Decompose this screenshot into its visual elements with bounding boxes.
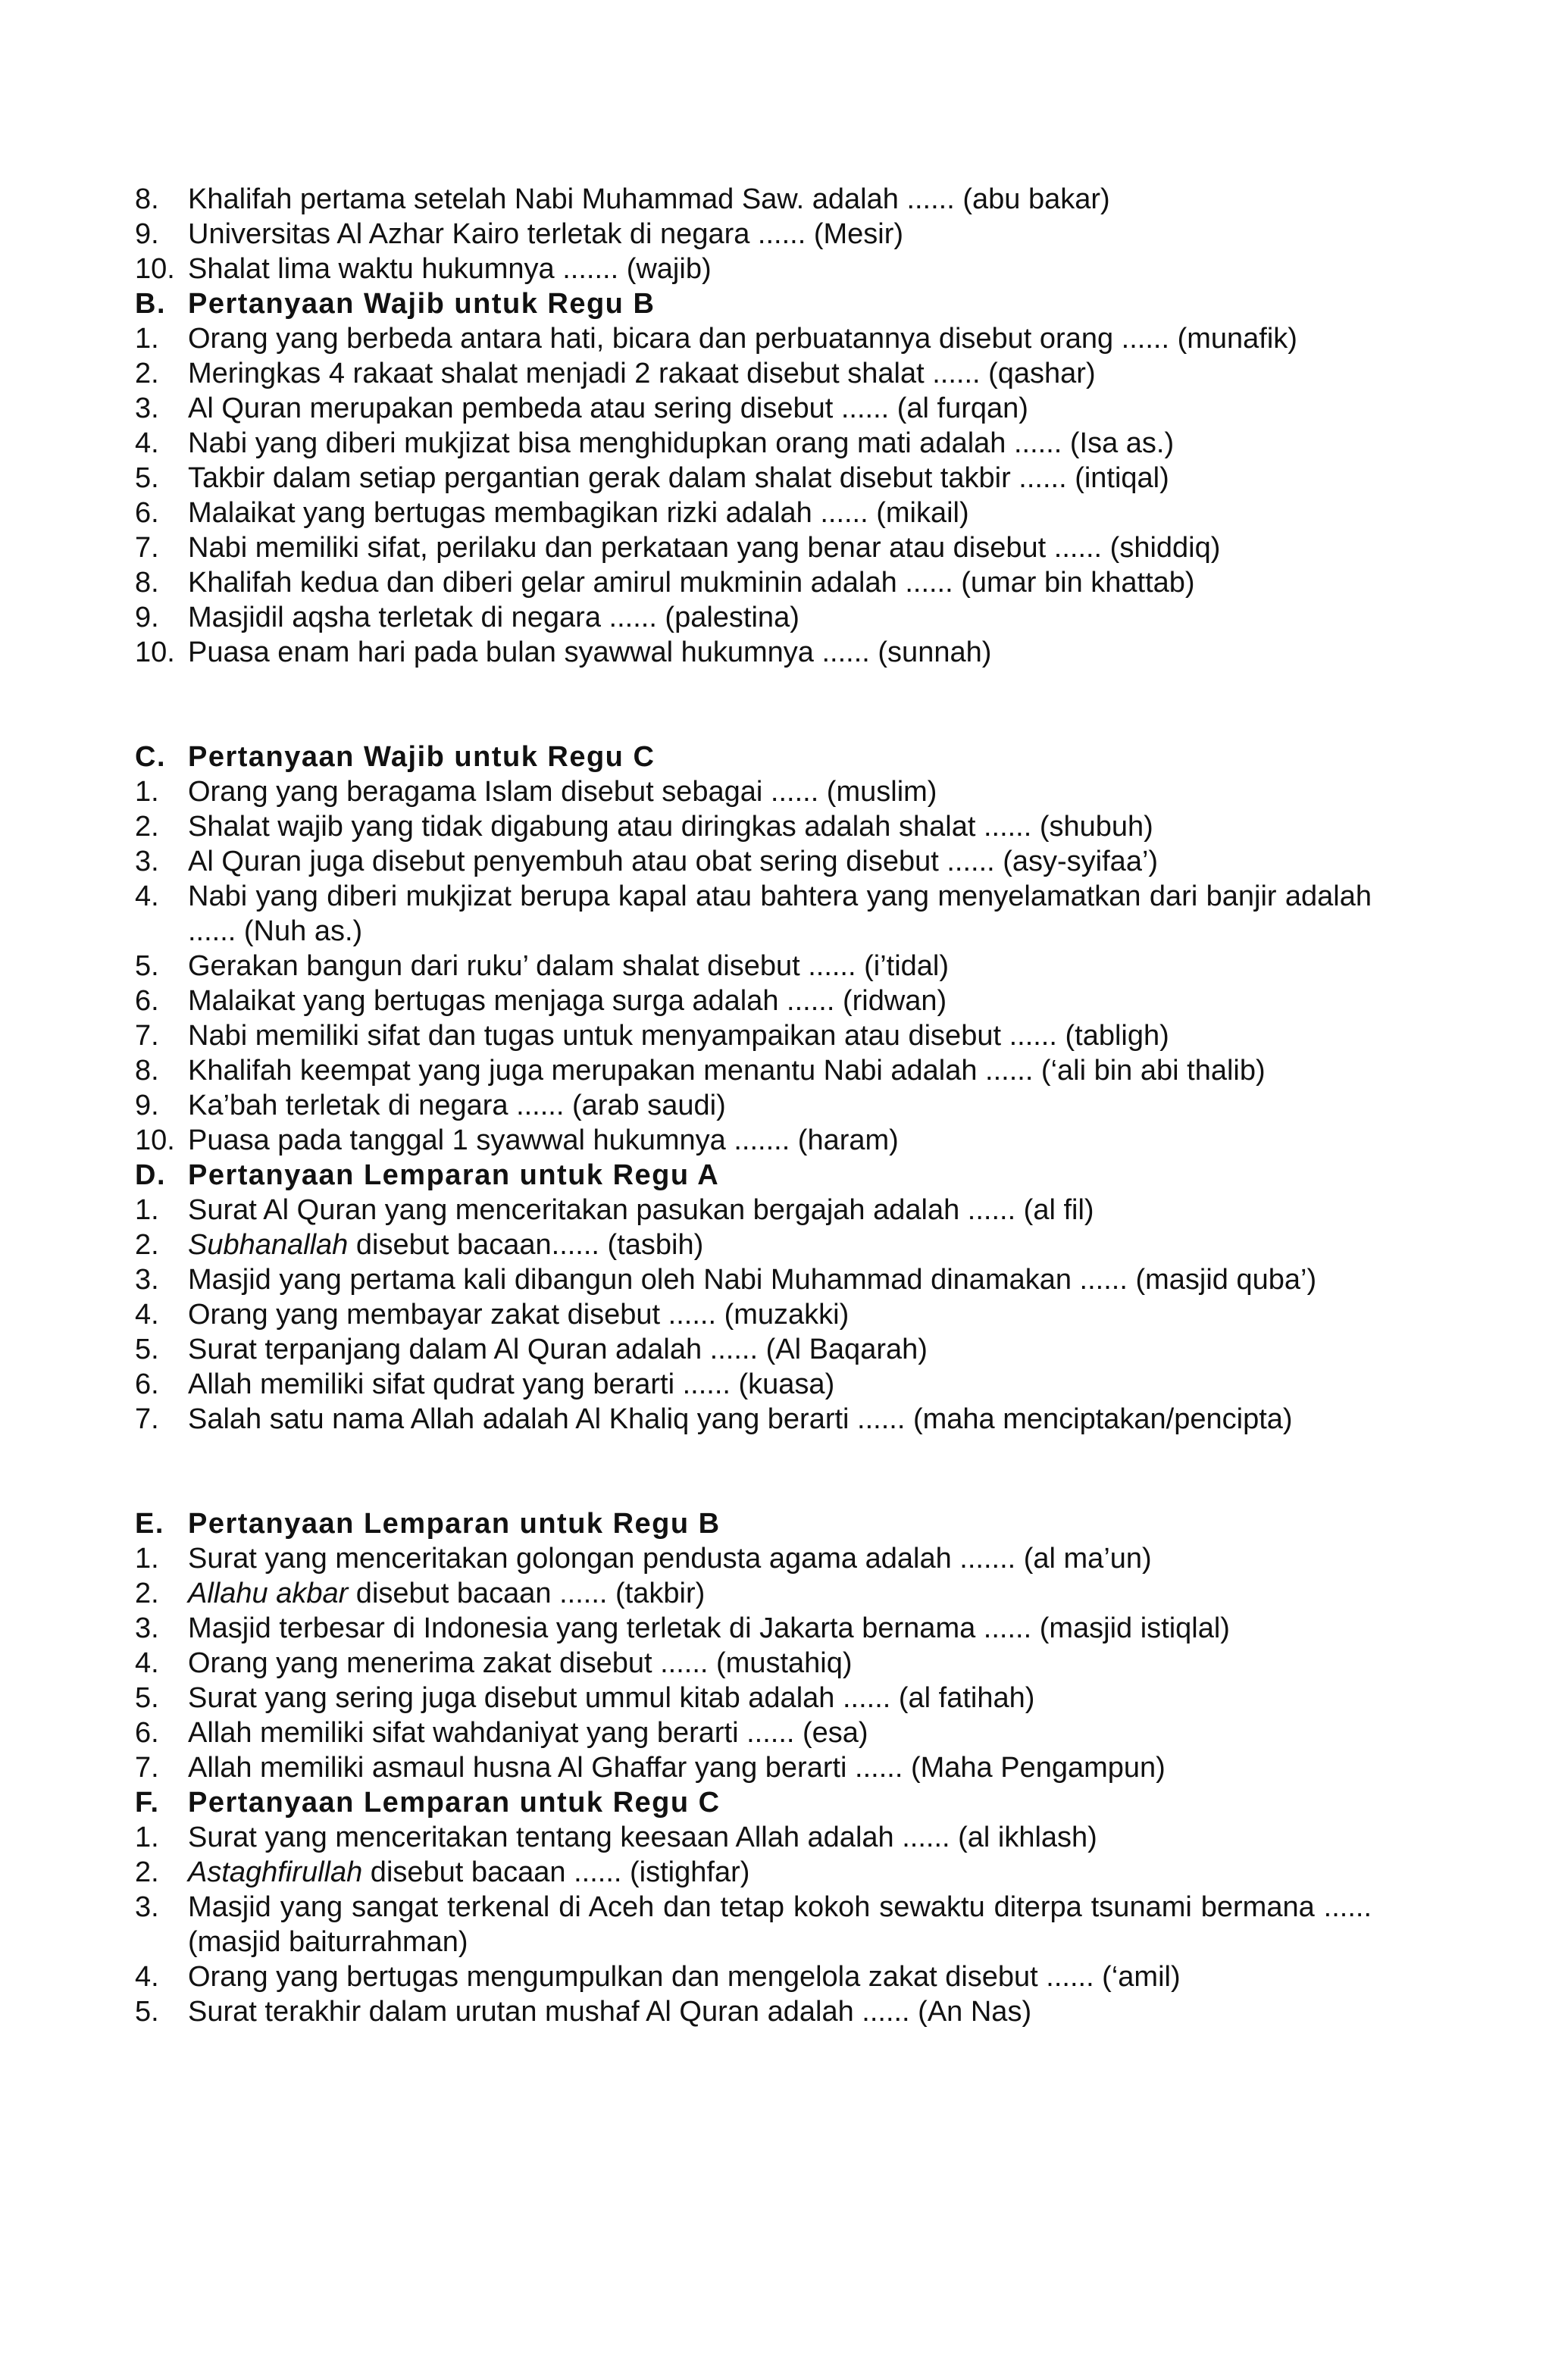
item-text: Khalifah pertama setelah Nabi Muhammad Saw. adalah ...... (abu bakar) <box>188 183 1110 215</box>
list-item <box>135 1402 1372 1437</box>
list-item <box>135 809 1372 844</box>
item-italic-term: Astaghfirullah <box>188 1856 363 1888</box>
list-item <box>135 1088 1372 1123</box>
item-text: Surat terpanjang dalam Al Quran adalah ...... (Al Baqarah) <box>188 1334 928 1365</box>
item-text: Al Quran merupakan pembeda atau sering disebut ...... (al furqan) <box>188 392 1028 424</box>
item-number: 1. <box>135 1543 159 1575</box>
section-heading <box>135 1506 1372 1541</box>
item-number: 7. <box>135 1752 159 1784</box>
list-item <box>135 1959 1372 1994</box>
section-label: D. <box>135 1159 166 1191</box>
section-e <box>135 1506 1372 1785</box>
list-item <box>135 1715 1372 1750</box>
list-item <box>135 1297 1372 1332</box>
item-italic-term: Subhanallah <box>188 1229 349 1261</box>
list-item <box>135 984 1372 1018</box>
item-number: 2. <box>135 1578 159 1609</box>
item-number: 4. <box>135 427 159 459</box>
list-item <box>135 1890 1372 1959</box>
item-text: Masjidil aqsha terletak di negara ...... (palestina) <box>188 602 799 633</box>
item-number: 5. <box>135 1682 159 1714</box>
list-item <box>135 1994 1372 2029</box>
item-number: 10. <box>135 253 175 285</box>
item-text: Universitas Al Azhar Kairo terletak di negara ...... (Mesir) <box>188 218 904 250</box>
item-number: 10. <box>135 1124 175 1156</box>
item-number: 3. <box>135 1891 159 1923</box>
item-number: 4. <box>135 1299 159 1331</box>
list-item <box>135 1193 1372 1228</box>
item-text: Malaikat yang bertugas membagikan rizki adalah ...... (mikail) <box>188 497 969 529</box>
section-label: B. <box>135 288 166 320</box>
list-item <box>135 391 1372 426</box>
list-item <box>135 565 1372 600</box>
list-item <box>135 1750 1372 1785</box>
item-text: Surat Al Quran yang menceritakan pasukan bergajah adalah ...... (al fil) <box>188 1194 1094 1226</box>
section-heading <box>135 286 1372 321</box>
section-spacer <box>135 1437 1372 1506</box>
list-item <box>135 879 1372 949</box>
item-text-wrap <box>188 1576 1372 1611</box>
item-text: disebut bacaan ...... (istighfar) <box>362 1856 750 1888</box>
question-list <box>135 182 1372 2029</box>
item-text: Orang yang bertugas mengumpulkan dan mengelola zakat disebut ...... (‘amil) <box>188 1961 1181 1993</box>
item-text: Puasa enam hari pada bulan syawwal hukumnya ...... (sunnah) <box>188 636 992 668</box>
item-number: 7. <box>135 532 159 564</box>
item-italic-term: Allahu akbar <box>188 1578 349 1609</box>
list-item <box>135 1576 1372 1611</box>
item-text: Gerakan bangun dari ruku’ dalam shalat disebut ...... (i’tidal) <box>188 950 950 982</box>
item-number: 3. <box>135 846 159 877</box>
section-heading <box>135 1785 1372 1820</box>
section-heading <box>135 1158 1372 1193</box>
section-d <box>135 1158 1372 1437</box>
item-number: 1. <box>135 1822 159 1853</box>
item-number: 4. <box>135 1961 159 1993</box>
list-item <box>135 321 1372 356</box>
item-text: Surat yang menceritakan golongan pendusta agama adalah ....... (al ma’un) <box>188 1543 1152 1575</box>
item-number: 8. <box>135 1055 159 1087</box>
item-number: 4. <box>135 880 159 912</box>
section-heading <box>135 740 1372 774</box>
list-item <box>135 844 1372 879</box>
section-label: F. <box>135 1787 160 1819</box>
section-c <box>135 740 1372 1158</box>
list-item <box>135 530 1372 565</box>
list-item <box>135 356 1372 391</box>
list-item <box>135 1646 1372 1681</box>
item-number: 1. <box>135 1194 159 1226</box>
item-text: Surat terakhir dalam urutan mushaf Al Quran adalah ...... (An Nas) <box>188 1996 1032 2028</box>
item-text-wrap <box>188 1228 1372 1262</box>
list-item <box>135 1123 1372 1158</box>
list-item <box>135 461 1372 496</box>
item-text: Ka’bah terletak di negara ...... (arab saudi) <box>188 1090 726 1121</box>
item-text: Malaikat yang bertugas menjaga surga adalah ...... (ridwan) <box>188 985 947 1017</box>
item-text: Allah memiliki asmaul husna Al Ghaffar yang berarti ...... (Maha Pengampun) <box>188 1752 1166 1784</box>
item-text: Surat yang sering juga disebut ummul kitab adalah ...... (al fatihah) <box>188 1682 1035 1714</box>
item-text: Nabi memiliki sifat, perilaku dan perkataan yang benar atau disebut ...... (shiddiq) <box>188 532 1221 564</box>
item-text: Shalat lima waktu hukumnya ....... (wajib) <box>188 253 712 285</box>
list-item <box>135 949 1372 984</box>
section-title: Pertanyaan Wajib untuk Regu C <box>188 741 656 773</box>
item-number: 6. <box>135 497 159 529</box>
list-item <box>135 217 1372 252</box>
list-item <box>135 1541 1372 1576</box>
item-text: Orang yang beragama Islam disebut sebagai ...... (muslim) <box>188 776 937 808</box>
section-title: Pertanyaan Lemparan untuk Regu B <box>188 1508 721 1540</box>
item-text: Nabi yang diberi mukjizat berupa kapal atau bahtera yang menyelamatkan dari banjir adalah ...... (Nuh as.) <box>188 880 1372 947</box>
item-text: Orang yang berbeda antara hati, bicara dan perbuatannya disebut orang ...... (munafik) <box>188 323 1297 355</box>
list-item <box>135 635 1372 670</box>
item-text: Meringkas 4 rakaat shalat menjadi 2 rakaat disebut shalat ...... (qashar) <box>188 358 1096 389</box>
list-item <box>135 1367 1372 1402</box>
list-item <box>135 1681 1372 1715</box>
item-text: Allah memiliki sifat qudrat yang berarti ...... (kuasa) <box>188 1368 835 1400</box>
item-text: Masjid yang sangat terkenal di Aceh dan tetap kokoh sewaktu diterpa tsunami bermana ...... (masjid baiturrahman) <box>188 1891 1372 1958</box>
item-number: 8. <box>135 567 159 599</box>
item-text: Masjid yang pertama kali dibangun oleh Nabi Muhammad dinamakan ...... (masjid quba’) <box>188 1264 1317 1296</box>
item-text: Shalat wajib yang tidak digabung atau diringkas adalah shalat ...... (shubuh) <box>188 811 1153 843</box>
section-label: C. <box>135 741 166 773</box>
list-item <box>135 600 1372 635</box>
item-text: Salah satu nama Allah adalah Al Khaliq yang berarti ...... (maha menciptakan/pencipta) <box>188 1403 1293 1435</box>
list-item <box>135 1611 1372 1646</box>
list-item <box>135 1228 1372 1262</box>
item-text: Puasa pada tanggal 1 syawwal hukumnya ....... (haram) <box>188 1124 899 1156</box>
list-item <box>135 1053 1372 1088</box>
item-number: 9. <box>135 602 159 633</box>
list-item <box>135 1018 1372 1053</box>
item-text: Nabi yang diberi mukjizat bisa menghidupkan orang mati adalah ...... (Isa as.) <box>188 427 1175 459</box>
list-item <box>135 496 1372 530</box>
item-text: disebut bacaan ...... (takbir) <box>348 1578 706 1609</box>
section-spacer <box>135 670 1372 740</box>
item-number: 7. <box>135 1020 159 1052</box>
item-number: 6. <box>135 985 159 1017</box>
section-title: Pertanyaan Lemparan untuk Regu C <box>188 1787 721 1819</box>
item-number: 1. <box>135 776 159 808</box>
section-a-continued <box>135 182 1372 286</box>
list-item <box>135 182 1372 217</box>
item-number: 9. <box>135 218 159 250</box>
section-label: E. <box>135 1508 164 1540</box>
list-item <box>135 1262 1372 1297</box>
item-text: Nabi memiliki sifat dan tugas untuk menyampaikan atau disebut ...... (tabligh) <box>188 1020 1169 1052</box>
item-number: 8. <box>135 183 159 215</box>
item-text: Orang yang membayar zakat disebut ...... (muzakki) <box>188 1299 850 1331</box>
section-b <box>135 286 1372 670</box>
list-item <box>135 1332 1372 1367</box>
item-number: 3. <box>135 1612 159 1644</box>
item-text: Al Quran juga disebut penyembuh atau obat sering disebut ...... (asy-syifaa’) <box>188 846 1159 877</box>
item-text: Orang yang menerima zakat disebut ...... (mustahiq) <box>188 1647 853 1679</box>
item-number: 1. <box>135 323 159 355</box>
item-text: Surat yang menceritakan tentang keesaan Allah adalah ...... (al ikhlash) <box>188 1822 1097 1853</box>
item-number: 5. <box>135 462 159 494</box>
item-number: 6. <box>135 1368 159 1400</box>
section-title: Pertanyaan Wajib untuk Regu B <box>188 288 656 320</box>
item-number: 5. <box>135 1334 159 1365</box>
list-item <box>135 252 1372 286</box>
item-number: 7. <box>135 1403 159 1435</box>
item-number: 2. <box>135 358 159 389</box>
list-item <box>135 1855 1372 1890</box>
section-f <box>135 1785 1372 2029</box>
item-number: 5. <box>135 1996 159 2028</box>
item-number: 3. <box>135 392 159 424</box>
item-number: 2. <box>135 1856 159 1888</box>
section-title: Pertanyaan Lemparan untuk Regu A <box>188 1159 720 1191</box>
item-number: 2. <box>135 1229 159 1261</box>
item-number: 5. <box>135 950 159 982</box>
item-number: 9. <box>135 1090 159 1121</box>
item-text: Takbir dalam setiap pergantian gerak dalam shalat disebut takbir ...... (intiqal) <box>188 462 1169 494</box>
item-number: 6. <box>135 1717 159 1749</box>
list-item <box>135 1820 1372 1855</box>
item-text: Masjid terbesar di Indonesia yang terletak di Jakarta bernama ...... (masjid istiqlal) <box>188 1612 1230 1644</box>
list-item <box>135 426 1372 461</box>
list-item <box>135 774 1372 809</box>
item-number: 10. <box>135 636 175 668</box>
item-text: Khalifah kedua dan diberi gelar amirul mukminin adalah ...... (umar bin khattab) <box>188 567 1195 599</box>
item-text-wrap <box>188 1855 1372 1890</box>
item-text: Allah memiliki sifat wahdaniyat yang berarti ...... (esa) <box>188 1717 868 1749</box>
item-number: 2. <box>135 811 159 843</box>
item-text: Khalifah keempat yang juga merupakan menantu Nabi adalah ...... (‘ali bin abi thalib) <box>188 1055 1266 1087</box>
item-number: 4. <box>135 1647 159 1679</box>
item-number: 3. <box>135 1264 159 1296</box>
item-text: disebut bacaan...... (tasbih) <box>348 1229 704 1261</box>
